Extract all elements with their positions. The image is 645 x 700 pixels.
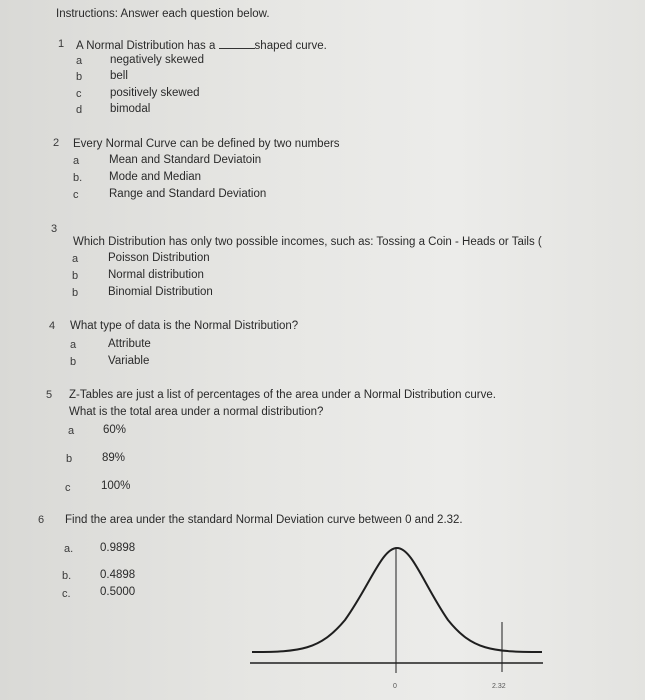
q3-option-c-text: Binomial Distribution xyxy=(108,286,213,298)
q3-option-a-text: Poisson Distribution xyxy=(108,252,210,264)
q3-option-b-letter: b xyxy=(72,270,79,282)
q6-option-b-letter: b. xyxy=(62,570,72,582)
q5-option-a-text: 60% xyxy=(103,424,127,436)
question-6-number: 6 xyxy=(38,514,45,526)
q1-option-d-text: bimodal xyxy=(110,103,151,115)
question-4-number: 4 xyxy=(49,320,56,332)
q5-option-c-letter: c xyxy=(65,482,71,494)
q5-option-b-text: 89% xyxy=(102,452,126,464)
q2-option-b-letter: b. xyxy=(73,172,83,184)
q5-option-a-letter: a xyxy=(68,425,75,437)
q3-option-b-text: Normal distribution xyxy=(108,269,204,281)
q6-option-c-text: 0.5000 xyxy=(100,586,136,598)
question-6-text: Find the area under the standard Normal Deviation curve between 0 and 2.32. xyxy=(65,514,463,526)
q1-option-b-text: bell xyxy=(110,70,128,82)
question-2-number: 2 xyxy=(53,137,60,149)
q6-option-a-text: 0.9898 xyxy=(100,542,136,554)
q4-option-b-text: Variable xyxy=(108,355,150,367)
q6-option-b-text: 0.4898 xyxy=(100,569,136,581)
question-1-text-before: A Normal Distribution has a xyxy=(76,40,216,52)
axis-label-zero: 0 xyxy=(393,683,397,690)
normal-curve xyxy=(252,548,542,652)
q4-option-b-letter: b xyxy=(70,356,77,368)
question-5-text: Z-Tables are just a list of percentages of the area under a Normal Distribution curve. xyxy=(69,389,496,401)
q1-option-a-letter: a xyxy=(76,55,83,67)
q6-option-c-letter: c. xyxy=(62,588,71,600)
q6-option-a-letter: a. xyxy=(64,543,74,555)
q4-option-a-text: Attribute xyxy=(108,338,151,350)
q1-option-a-text: negatively skewed xyxy=(110,54,204,66)
question-5-number: 5 xyxy=(46,389,53,401)
question-1-number: 1 xyxy=(58,38,65,50)
q2-option-b-text: Mode and Median xyxy=(109,171,202,183)
q5-option-b-letter: b xyxy=(66,453,73,465)
axis-label-z: 2.32 xyxy=(492,683,506,690)
question-5-text-line2: What is the total area under a normal distribution? xyxy=(69,406,324,418)
question-3-text: Which Distribution has only two possible incomes, such as: Tossing a Coin - Heads or Tails ( xyxy=(73,236,542,248)
q3-option-a-letter: a xyxy=(72,253,79,265)
q4-option-a-letter: a xyxy=(70,339,77,351)
q2-option-a-letter: a xyxy=(73,155,80,167)
q2-option-c-text: Range and Standard Deviation xyxy=(109,188,267,200)
q1-option-c-text: positively skewed xyxy=(110,87,200,99)
instructions: Instructions: Answer each question below. xyxy=(56,8,270,20)
q2-option-a-text: Mean and Standard Deviatoin xyxy=(109,154,262,166)
q5-option-c-text: 100% xyxy=(101,480,131,492)
q1-option-d-letter: d xyxy=(76,104,83,116)
question-1-text-after: shaped curve. xyxy=(254,40,327,52)
question-3-number: 3 xyxy=(51,223,58,235)
question-4-text: What type of data is the Normal Distribution? xyxy=(70,320,299,332)
q1-option-c-letter: c xyxy=(76,88,82,100)
question-2-text: Every Normal Curve can be defined by two numbers xyxy=(73,138,340,150)
q3-option-c-letter: b xyxy=(72,287,79,299)
q2-option-c-letter: c xyxy=(73,189,79,201)
q1-option-b-letter: b xyxy=(76,71,83,83)
